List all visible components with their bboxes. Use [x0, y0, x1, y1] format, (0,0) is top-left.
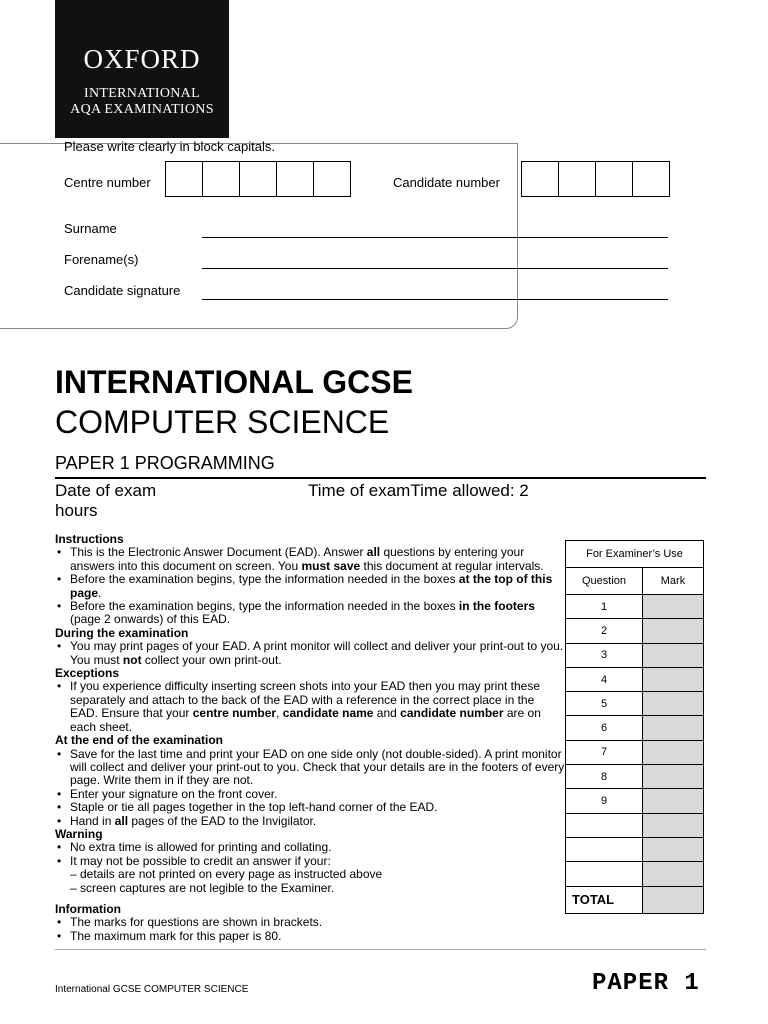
mark-cell [643, 765, 704, 789]
surname-line[interactable] [202, 237, 668, 238]
emphasis: all [366, 545, 381, 560]
text: this document at regular intervals. [360, 558, 544, 573]
centre-number-boxes[interactable] [166, 161, 351, 197]
subject-title: COMPUTER SCIENCE [55, 404, 390, 440]
mark-cell [643, 692, 704, 716]
instruction-item: • The maximum mark for this paper is 80. [55, 930, 565, 943]
centre-digit-box[interactable] [313, 161, 351, 197]
mark-cell [643, 643, 704, 667]
question-number: 2 [566, 619, 643, 643]
warning-heading: Warning [55, 826, 103, 841]
candidate-digit-box[interactable] [595, 161, 633, 197]
paper-title: PAPER 1 PROGRAMMING [55, 453, 275, 473]
mark-column-header: Mark [643, 568, 704, 595]
mark-cell [643, 862, 704, 886]
signature-label: Candidate signature [64, 283, 181, 298]
mark-cell [643, 837, 704, 861]
during-heading: During the examination [55, 625, 189, 640]
question-number: 1 [566, 595, 643, 619]
warning-subitem: – details are not printed on every page as instructed above [70, 867, 383, 882]
instruction-item [55, 546, 565, 573]
signature-line[interactable] [202, 299, 668, 300]
logo-aqa: AQA EXAMINATIONS [70, 102, 214, 117]
logo-oxford: OXFORD [83, 44, 201, 74]
instruction-item: • It may not be possible to credit an answer if your: [55, 855, 565, 868]
text: questions by entering your answers into this document on screen. You [70, 545, 525, 573]
mark-cell [643, 716, 704, 740]
centre-number-label: Centre number [64, 175, 151, 190]
centre-digit-box[interactable] [165, 161, 203, 197]
text: pages of the EAD to the Invigilator. [128, 813, 317, 828]
mark-cell [643, 667, 704, 691]
total-label: TOTAL [566, 886, 643, 913]
emphasis: not [122, 652, 142, 667]
information-heading: Information [55, 901, 121, 916]
forename-label: Forename(s) [64, 252, 139, 267]
text: Hand in [70, 813, 115, 828]
question-number [566, 862, 643, 886]
text: Before the examination begins, type the information needed in the boxes [70, 572, 459, 587]
instruction-item: • No extra time is allowed for printing and collating. [55, 841, 565, 854]
instruction-item [55, 600, 565, 627]
emphasis: candidate name [282, 706, 374, 721]
instruction-item: • Enter your signature on the front cover. [55, 788, 565, 801]
question-number: 6 [566, 716, 643, 740]
candidate-digit-box[interactable] [558, 161, 596, 197]
date-of-exam: Date of exam [55, 481, 157, 500]
surname-label: Surname [64, 221, 117, 236]
text: If you experience difficulty inserting screen shots into your EAD then you may print these separately and attach to the back of the EAD with a reference in the correct place in the EAD. Ensure that your [70, 679, 541, 721]
footer-paper: PAPER 1 [592, 970, 700, 997]
instructions-block [55, 533, 565, 943]
text: and [373, 706, 401, 721]
warning-subitem: – screen captures are not legible to the Examiner. [70, 880, 335, 895]
question-number: 3 [566, 643, 643, 667]
emphasis: at the top of this page [70, 572, 553, 600]
emphasis: must save [301, 558, 361, 573]
end-heading: At the end of the examination [55, 733, 224, 748]
text: This is the Electronic Answer Document (EAD). Answer [70, 545, 367, 560]
question-number: 8 [566, 765, 643, 789]
footer-left: International GCSE COMPUTER SCIENCE [55, 984, 249, 995]
instructions-heading: Instructions [55, 532, 124, 546]
candidate-number-label: Candidate number [393, 175, 500, 190]
centre-digit-box[interactable] [276, 161, 314, 197]
centre-digit-box[interactable] [239, 161, 277, 197]
question-column-header: Question [566, 568, 643, 595]
forename-line[interactable] [202, 268, 668, 269]
time-of-exam: Time of examTime allowed: 2 [308, 481, 529, 500]
question-number: 5 [566, 692, 643, 716]
candidate-number-boxes[interactable] [522, 161, 670, 197]
instruction-item [55, 815, 565, 828]
question-number: 4 [566, 667, 643, 691]
examiner-use-table [565, 540, 704, 914]
question-number: 9 [566, 789, 643, 813]
emphasis: in the footers [458, 599, 535, 614]
text: (page 2 onwards) of this EAD. [70, 612, 231, 627]
emphasis: centre number [192, 706, 277, 721]
total-mark-cell [643, 886, 704, 913]
qualification-title: INTERNATIONAL GCSE [55, 364, 413, 400]
logo-international: INTERNATIONAL [84, 86, 200, 101]
mark-cell [643, 813, 704, 837]
examiner-use-header: For Examiner’s Use [566, 541, 704, 568]
mark-cell [643, 595, 704, 619]
instruction-item: • Staple or tie all pages together in the top left-hand corner of the EAD. [55, 801, 565, 814]
text: , [276, 706, 283, 721]
question-number: 7 [566, 740, 643, 764]
mark-cell [643, 789, 704, 813]
heading-rule [55, 477, 706, 479]
emphasis: all [114, 813, 129, 828]
question-number [566, 813, 643, 837]
text: Before the examination begins, type the information needed in the boxes [70, 599, 459, 614]
mark-cell [643, 740, 704, 764]
candidate-digit-box[interactable] [632, 161, 670, 197]
candidate-digit-box[interactable] [521, 161, 559, 197]
question-number [566, 837, 643, 861]
text: You may print pages of your EAD. A print monitor will collect and deliver your print-out to you. You must [70, 639, 564, 667]
text: collect your own print-out. [141, 652, 282, 667]
text: are on each sheet. [70, 706, 541, 734]
time-allowed-hours: hours [55, 501, 98, 520]
exceptions-heading: Exceptions [55, 666, 120, 681]
text: . [98, 585, 102, 600]
instruction-item [55, 640, 565, 667]
centre-digit-box[interactable] [202, 161, 240, 197]
mark-cell [643, 619, 704, 643]
block-capitals-note: Please write clearly in block capitals. [64, 139, 275, 154]
emphasis: candidate number [400, 706, 504, 721]
footer-rule [55, 949, 706, 950]
instruction-item [55, 680, 565, 734]
instruction-item [55, 573, 565, 600]
instruction-item: • Save for the last time and print your EAD on one side only (not double-sided). A print monitor will collect and deliver your print-out to you. Check that your details are in the footers of every page. Write them in if they are not. [55, 748, 565, 788]
oxford-aqa-logo [55, 0, 229, 138]
instruction-item: • The marks for questions are shown in brackets. [55, 916, 565, 929]
